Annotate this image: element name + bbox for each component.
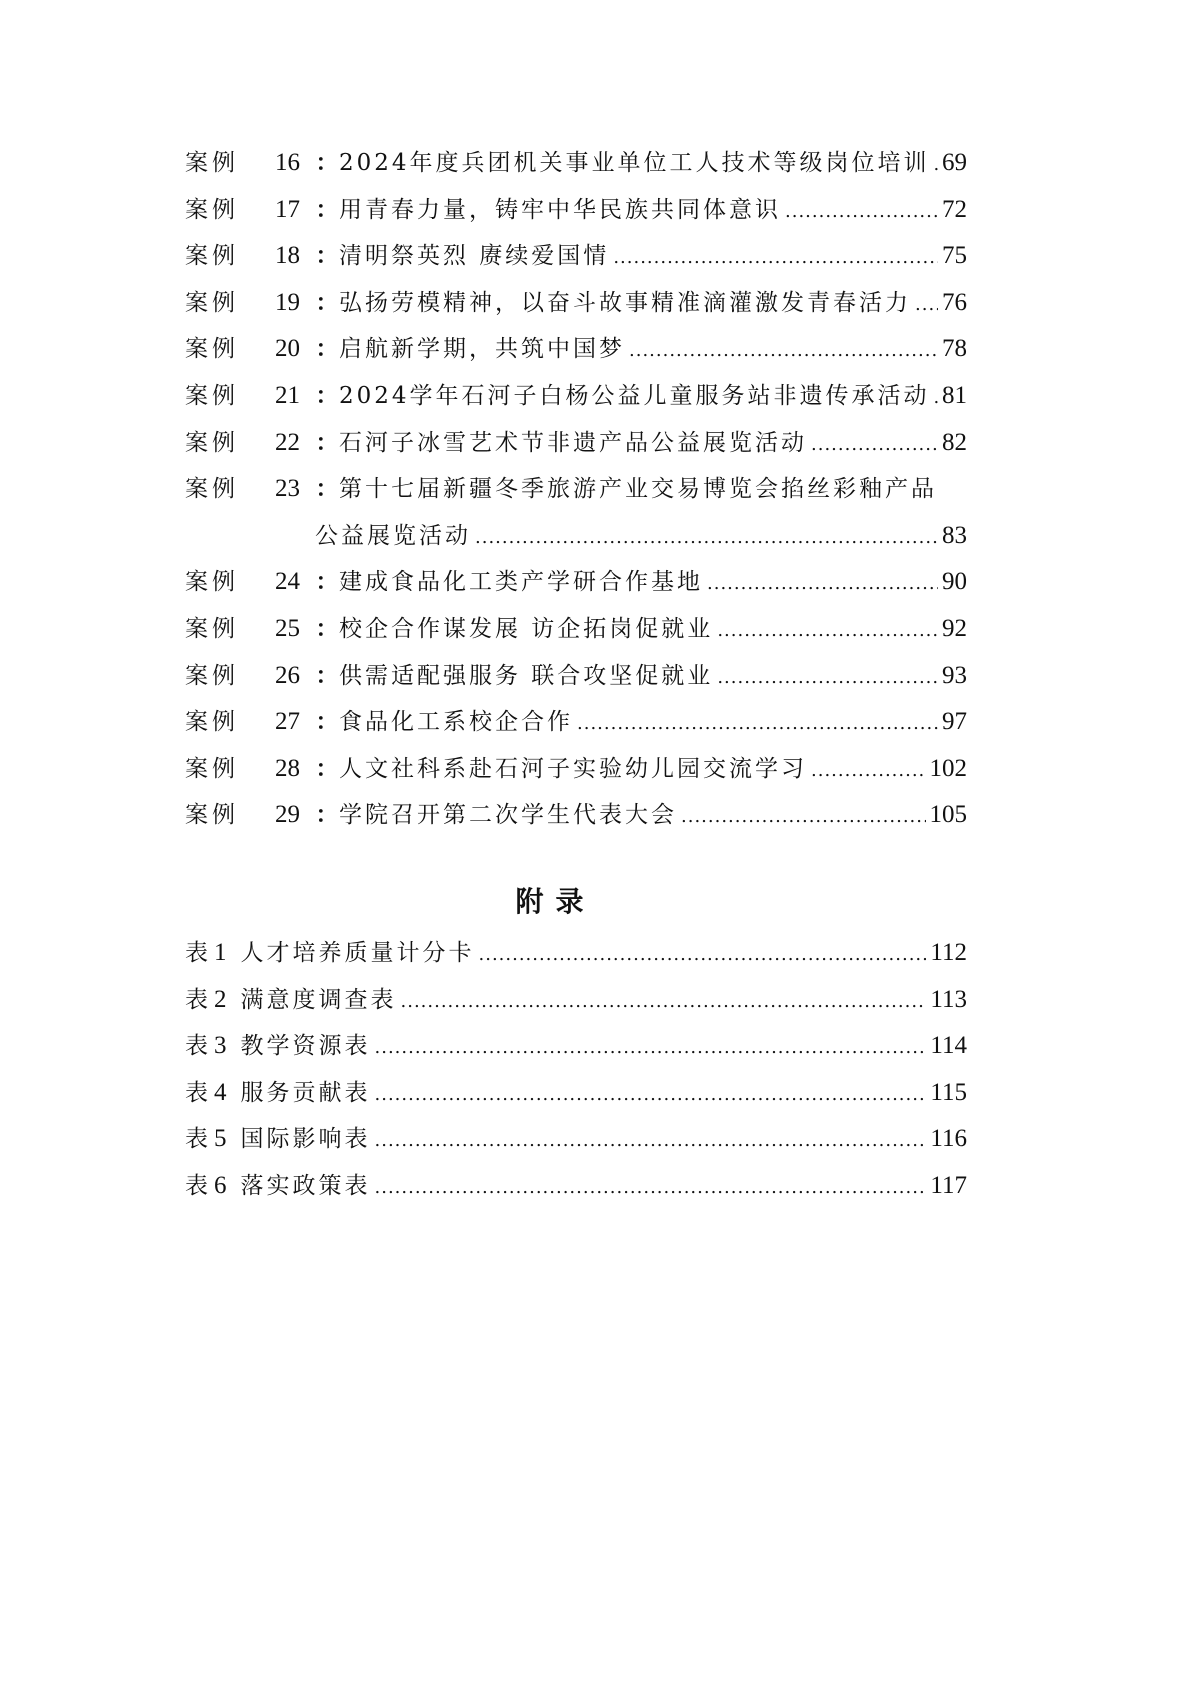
entry-page: 78: [942, 335, 967, 363]
dot-leader: [475, 513, 938, 562]
toc-entry[interactable]: [185, 653, 967, 700]
entry-page: 83: [942, 521, 967, 549]
toc-entry[interactable]: [185, 606, 967, 653]
entry-colon: ：: [315, 801, 339, 829]
entry-page: 116: [930, 1125, 967, 1153]
entry-label: 案例: [185, 336, 239, 363]
entry-number: 16: [275, 149, 300, 176]
entry-title: 落实政策表: [240, 1172, 371, 1199]
entry-number: 5: [214, 1125, 227, 1153]
toc-entry[interactable]: [185, 187, 967, 234]
toc-entry[interactable]: [185, 792, 967, 839]
dot-leader: [479, 930, 927, 979]
entry-number: 25: [275, 614, 300, 642]
entry-number: 29: [275, 801, 300, 829]
entry-label: 案例: [185, 150, 239, 176]
entry-page: 76: [942, 288, 967, 316]
entry-label: 案例: [185, 196, 239, 223]
entry-label: 表: [185, 1033, 208, 1060]
appendix-entry[interactable]: [185, 1163, 967, 1210]
toc-entry-continued[interactable]: [185, 513, 967, 560]
dot-leader: [629, 326, 938, 375]
entry-label: 案例: [185, 289, 239, 316]
entry-colon: ：: [315, 475, 339, 503]
entry-page: 105: [929, 801, 967, 829]
entry-label: 案例: [185, 662, 239, 689]
entry-title: 校企合作谋发展 访企拓岗促就业: [339, 615, 714, 642]
entry-title: 供需适配强服务 联合攻坚促就业: [339, 662, 714, 689]
entry-title: 人才培养质量计分卡: [240, 940, 475, 966]
appendix-toc: [185, 930, 967, 1210]
entry-colon: ：: [315, 195, 339, 223]
entry-colon: ：: [315, 288, 339, 316]
dot-leader: [375, 1023, 927, 1072]
appendix-entry[interactable]: [185, 1070, 967, 1117]
entry-page: 112: [930, 939, 967, 966]
dot-leader: [934, 140, 938, 189]
entry-number: 21: [275, 381, 300, 409]
toc-entry[interactable]: [185, 746, 967, 793]
toc-entry[interactable]: [185, 233, 967, 280]
entry-title: 2024学年石河子白杨公益儿童服务站非遗传承活动: [339, 382, 930, 409]
toc-entry[interactable]: [185, 280, 967, 327]
case-toc: [185, 140, 967, 839]
dot-leader: [785, 187, 938, 236]
dot-leader: [375, 1070, 927, 1119]
entry-page: 92: [942, 614, 967, 642]
entry-number: 18: [275, 242, 300, 270]
entry-title: 服务贡献表: [240, 1079, 371, 1106]
toc-entry[interactable]: [185, 326, 967, 373]
entry-colon: ：: [315, 708, 339, 736]
entry-title: 用青春力量，铸牢中华民族共同体意识: [339, 196, 781, 223]
entry-colon: ：: [315, 335, 339, 363]
entry-colon: ：: [315, 242, 339, 270]
entry-number: 19: [275, 288, 300, 316]
entry-page: 82: [942, 428, 967, 456]
toc-entry[interactable]: [185, 420, 967, 467]
entry-label: 案例: [185, 709, 239, 736]
toc-entry[interactable]: [185, 466, 967, 513]
entry-title: 国际影响表: [240, 1126, 371, 1153]
entry-label: 案例: [185, 615, 239, 642]
dot-leader: [577, 699, 938, 748]
entry-label: 案例: [185, 569, 239, 596]
dot-leader: [375, 1116, 927, 1165]
entry-number: 20: [275, 335, 300, 363]
entry-label: 表: [185, 940, 208, 966]
dot-leader: [707, 559, 938, 608]
entry-number: 23: [275, 475, 300, 503]
entry-colon: ：: [315, 149, 339, 176]
entry-number: 17: [275, 195, 300, 223]
entry-page: 114: [930, 1032, 967, 1060]
appendix-entry[interactable]: [185, 977, 967, 1024]
entry-number: 4: [214, 1078, 227, 1106]
entry-title: 建成食品化工类产学研合作基地: [339, 569, 703, 596]
entry-label: 表: [185, 1126, 208, 1153]
entry-colon: ：: [315, 754, 339, 782]
dot-leader: [811, 420, 938, 469]
entry-colon: ：: [315, 428, 339, 456]
dot-leader: [375, 1163, 927, 1212]
dot-leader: [613, 233, 938, 282]
entry-title: 清明祭英烈 赓续爱国情: [339, 243, 610, 270]
entry-number: 28: [275, 754, 300, 782]
entry-title: 石河子冰雪艺术节非遗产品公益展览活动: [339, 429, 807, 456]
entry-colon: ：: [315, 381, 339, 409]
entry-number: 6: [214, 1171, 227, 1199]
entry-title: 第十七届新疆冬季旅游产业交易博览会掐丝彩釉产品: [339, 476, 937, 503]
entry-title: 启航新学期，共筑中国梦: [339, 336, 625, 363]
entry-label: 案例: [185, 755, 239, 782]
entry-title: 2024年度兵团机关事业单位工人技术等级岗位培训: [339, 150, 930, 176]
dot-leader: [717, 606, 938, 655]
dot-leader: [811, 746, 926, 795]
dot-leader: [401, 977, 927, 1026]
entry-number: 24: [275, 568, 300, 596]
toc-entry[interactable]: [185, 559, 967, 606]
entry-number: 1: [214, 939, 227, 966]
appendix-heading: 附录: [515, 885, 596, 918]
entry-number: 3: [214, 1032, 227, 1060]
entry-page: 75: [942, 242, 967, 270]
entry-label: 案例: [185, 243, 239, 270]
appendix-entry[interactable]: [185, 1023, 967, 1070]
entry-number: 27: [275, 708, 300, 736]
entry-page: 102: [929, 754, 967, 782]
entry-label: 案例: [185, 802, 239, 829]
entry-page: 81: [942, 381, 967, 409]
dot-leader: [717, 653, 938, 702]
entry-label: 表: [185, 1172, 208, 1199]
toc-entry[interactable]: [185, 699, 967, 746]
entry-number: 22: [275, 428, 300, 456]
entry-page: 113: [930, 985, 967, 1013]
entry-number: 26: [275, 661, 300, 689]
entry-label: 表: [185, 986, 208, 1013]
entry-page: 115: [930, 1078, 967, 1106]
entry-page: 97: [942, 708, 967, 736]
appendix-entry[interactable]: [185, 930, 967, 977]
dot-leader: [915, 280, 938, 329]
entry-colon: ：: [315, 568, 339, 596]
appendix-entry[interactable]: [185, 1116, 967, 1163]
toc-entry[interactable]: [185, 373, 967, 420]
entry-page: 93: [942, 661, 967, 689]
entry-title: 人文社科系赴石河子实验幼儿园交流学习: [339, 755, 807, 782]
entry-title: 满意度调查表: [240, 986, 397, 1013]
entry-title: 教学资源表: [240, 1033, 371, 1060]
entry-colon: ：: [315, 661, 339, 689]
entry-number: 2: [214, 985, 227, 1013]
dot-leader: [934, 373, 938, 422]
entry-title: 弘扬劳模精神，以奋斗故事精准滴灌激发青春活力: [339, 289, 911, 316]
entry-label: 案例: [185, 429, 239, 456]
entry-page: 72: [942, 195, 967, 223]
entry-label: 案例: [185, 382, 239, 409]
dot-leader: [681, 792, 926, 841]
entry-label: 案例: [185, 476, 239, 503]
entry-label: 表: [185, 1079, 208, 1106]
entry-page: 90: [942, 568, 967, 596]
entry-page: 69: [942, 149, 967, 176]
entry-colon: ：: [315, 614, 339, 642]
entry-title-continued: 公益展览活动: [315, 522, 471, 549]
entry-title: 食品化工系校企合作: [339, 709, 573, 736]
entry-title: 学院召开第二次学生代表大会: [339, 802, 677, 829]
toc-entry[interactable]: [185, 140, 967, 187]
entry-page: 117: [930, 1171, 967, 1199]
